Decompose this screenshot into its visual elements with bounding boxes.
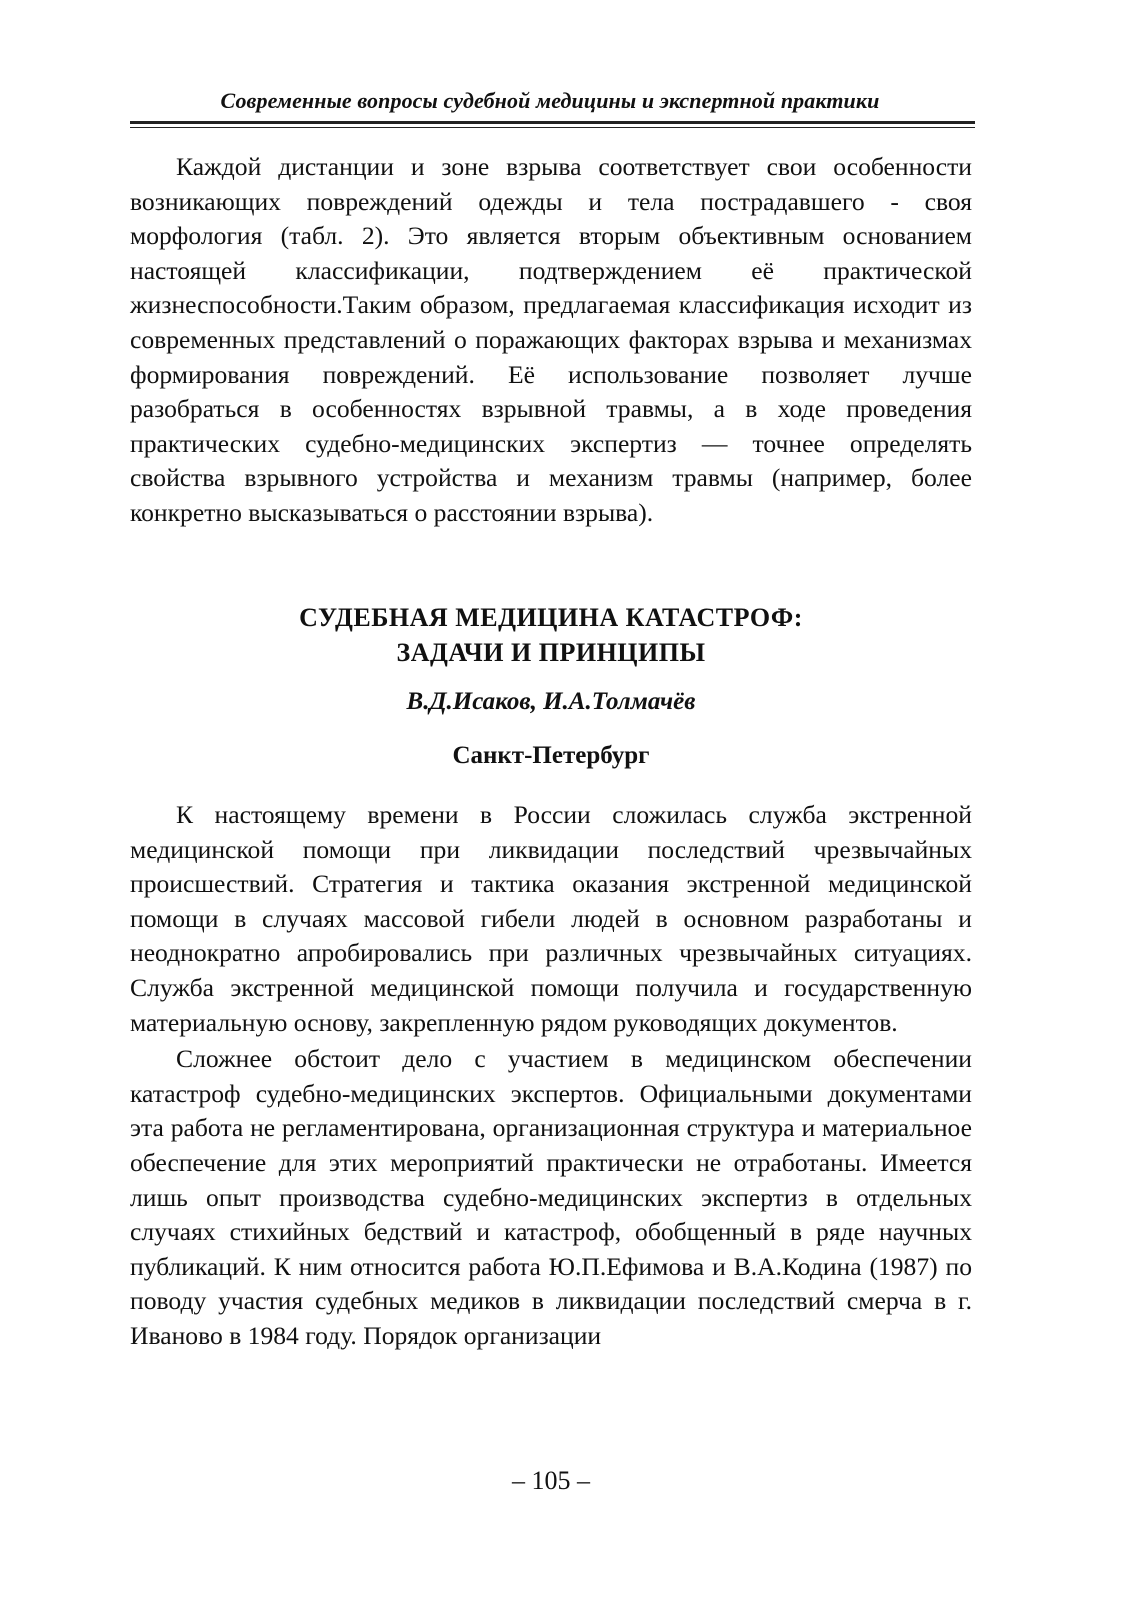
- previous-article-text: [130, 150, 972, 531]
- article-city: Санкт-Петербург: [452, 742, 650, 769]
- page-number: – 105 –: [512, 1466, 590, 1495]
- paragraph: Сложнее обстоит дело с участием в медицинском обеспечении катастроф судебно-медицинских экспертов. Официальными документами эта работа не регламентирована, организационная структура и материальное обеспечение для этих мероприятий практически не отработаны. Имеется лишь опыт производства судебно-медицинских экспертиз в отдельных случаях стихийных бедствий и катастроф, обобщенный в ряде научных публикаций. К ним относится работа Ю.П.Ефимова и В.А.Кодина (1987) по поводу участия судебных медиков в ликвидации последствий смерча в г. Иваново в 1984 году. Порядок организации: [130, 1044, 972, 1350]
- running-head: Современные вопросы судебной медицины и экспертной практики: [220, 88, 880, 113]
- paragraph: Каждой дистанции и зоне взрыва соответствует свои особенности возникающих повреждений одежды и тела пострадавшего - своя морфология (табл. 2). Это является вторым объективным основанием настоящей классификации, подтверждением её практической жизнеспособности.Таким образом, предлагаемая классификация исходит из современных представлений о поражающих факторах взрыва и механизмах формирования повреждений. Её использование позволяет лучше разобраться в особенностях взрывной травмы, а в ходе проведения практических судебно-медицинских экспертиз — точнее определять свойства взрывного устройства и механизм травмы (например, более конкретно высказываться о расстоянии взрыва).: [130, 152, 972, 527]
- article-title-line-2: ЗАДАЧИ И ПРИНЦИПЫ: [396, 638, 706, 667]
- paragraph: К настоящему времени в России сложилась служба экстренной медицинской помощи при ликвидации последствий чрезвычайных происшествий. Стратегия и тактика оказания экстренной медицинской помощи в случаях массовой гибели людей в основном разработаны и неоднократно апробировались при различных чрезвычайных ситуациях. Служба экстренной медицинской помощи получила и государственную материальную основу, закрепленную рядом руководящих документов.: [130, 800, 972, 1037]
- article-title-line-1: СУДЕБНАЯ МЕДИЦИНА КАТАСТРОФ:: [299, 603, 803, 632]
- header-rule-thin: [130, 127, 975, 128]
- article-title: [130, 600, 972, 670]
- header-rule-thick: [130, 121, 975, 124]
- article-body: [130, 798, 972, 1354]
- article-authors: В.Д.Исаков, И.А.Толмачёв: [406, 688, 696, 715]
